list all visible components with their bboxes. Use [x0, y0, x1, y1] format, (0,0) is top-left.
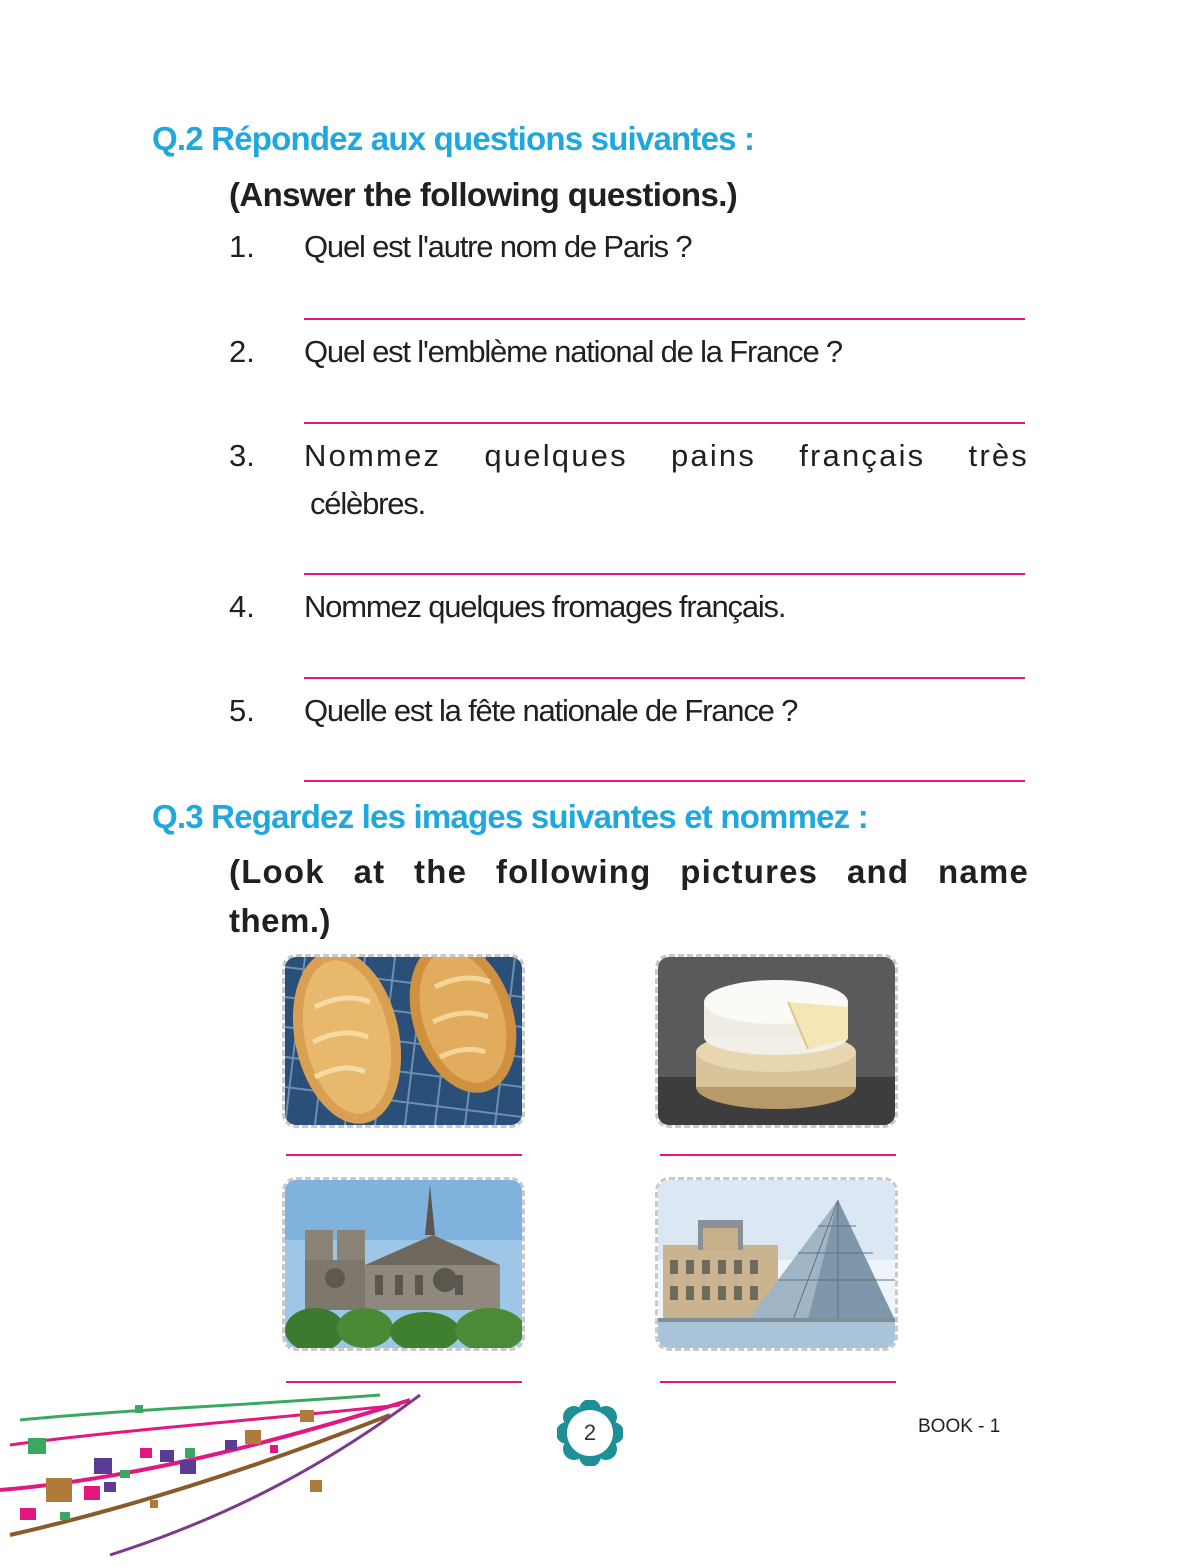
picture-answer-line[interactable]	[286, 1381, 522, 1383]
answer-line[interactable]	[304, 677, 1025, 679]
baguette-picture	[282, 954, 525, 1128]
q2-title: Q.2 Répondez aux questions suivantes :	[152, 120, 755, 157]
question-text: Quel est l'emblème national de la France ?	[304, 334, 842, 369]
answer-line[interactable]	[304, 780, 1025, 782]
question-text: Quel est l'autre nom de Paris ?	[304, 229, 692, 264]
question-text-continued: célèbres.	[310, 486, 425, 521]
page-number: 2	[583, 1420, 597, 1445]
question-number: 4.	[229, 589, 255, 624]
picture-answer-line[interactable]	[660, 1381, 896, 1383]
picture-answer-line[interactable]	[286, 1154, 522, 1156]
louvre-picture	[655, 1177, 898, 1351]
page-number-badge	[557, 1400, 623, 1466]
notre-dame-picture	[282, 1177, 525, 1351]
q3-subtitle-continued: them.)	[229, 902, 331, 939]
question-number: 2.	[229, 334, 255, 369]
answer-line[interactable]	[304, 318, 1025, 320]
q3-subtitle: (Look at the following pictures and name	[229, 853, 1029, 890]
decorative-swoosh	[0, 1390, 430, 1563]
question-text: Nommez quelques pains français très	[304, 438, 1029, 473]
question-text: Nommez quelques fromages français.	[304, 589, 786, 624]
q3-title: Q.3 Regardez les images suivantes et nommez :	[152, 798, 868, 835]
question-number: 3.	[229, 438, 255, 473]
camembert-picture	[655, 954, 898, 1128]
book-label: BOOK - 1	[918, 1416, 1001, 1437]
question-number: 5.	[229, 693, 255, 728]
q2-subtitle: (Answer the following questions.)	[229, 176, 738, 213]
answer-line[interactable]	[304, 573, 1025, 575]
picture-answer-line[interactable]	[660, 1154, 896, 1156]
answer-line[interactable]	[304, 422, 1025, 424]
question-text: Quelle est la fête nationale de France ?	[304, 693, 798, 728]
question-number: 1.	[229, 229, 255, 264]
